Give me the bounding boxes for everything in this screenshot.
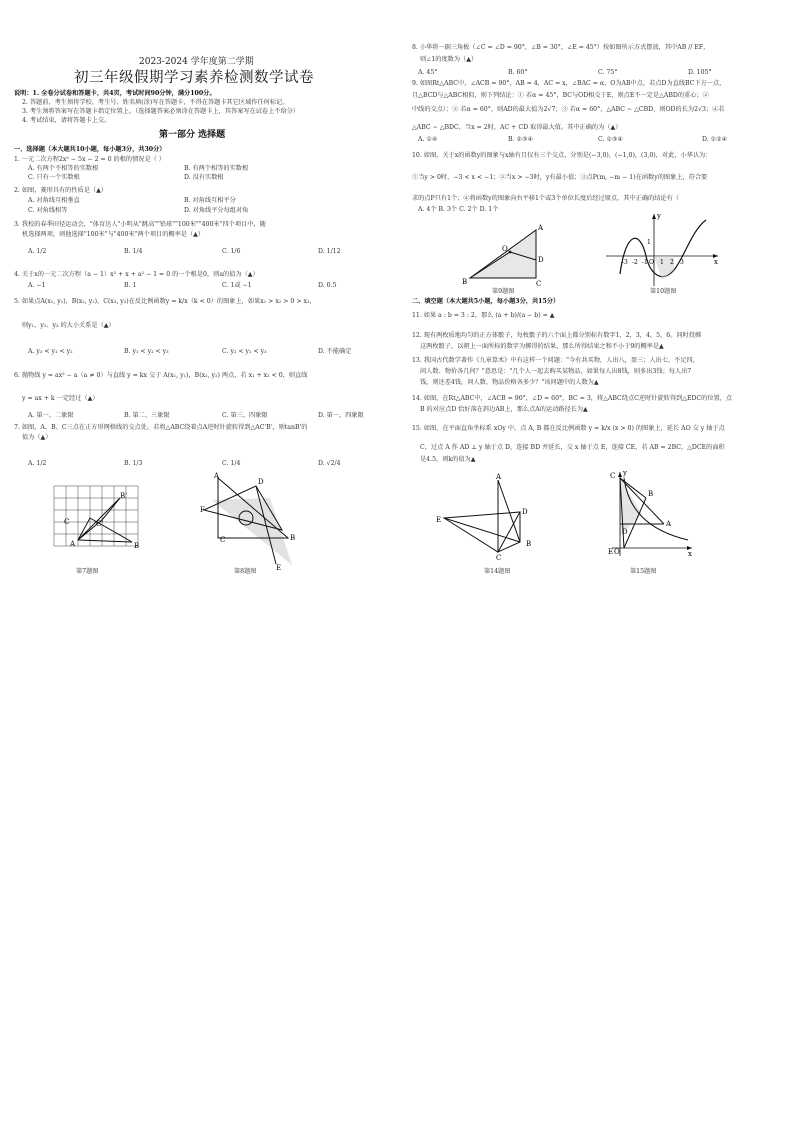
figure-15-coordinate-plane bbox=[606, 468, 696, 560]
q1-option-b: B. 有两个相等的实数根 bbox=[184, 165, 249, 172]
q11-text: 11. 如果 a : b = 3 : 2，那么 (a + b)/(a − b) = ▲ bbox=[412, 312, 555, 319]
fig15-caption: 第15题图 bbox=[630, 568, 657, 575]
q14-line-2: B 的对应点D 恰好落在斜边AB上，那么点A的运动路径长为▲ bbox=[420, 406, 588, 413]
q9-option-d: D. ①②④ bbox=[702, 136, 728, 143]
q2-stem: 2. 如图，菱形具有的性质是（▲） bbox=[14, 187, 108, 194]
q10-line-2: ①当y > 0时，−3 < x < −1；②当x > −3时，y有最小值；③点P(m, −m − 1)在函数y的图象上，符合要 bbox=[412, 174, 708, 181]
instruction-4: 4. 考试结束，请将答题卡上交。 bbox=[22, 117, 111, 124]
instruction-2: 2. 答题前，考生须将学校、考生号、姓名填(涂)写在答题卡，不得在答题卡其它区域作任何标记。 bbox=[22, 99, 289, 106]
fig8-caption: 第8题图 bbox=[234, 568, 257, 575]
fig15-label-y: y bbox=[623, 469, 627, 477]
fig8-label-d: D bbox=[258, 478, 264, 486]
q4-option-c: C. 1或 −1 bbox=[222, 282, 252, 289]
q6-option-a: A. 第一、二象限 bbox=[28, 412, 74, 419]
fig7-label-c-prime: C' bbox=[96, 520, 104, 528]
q7-option-a: A. 1/2 bbox=[28, 460, 47, 467]
q1-option-c: C. 只有一个实数根 bbox=[28, 174, 80, 181]
fig10-label-y: y bbox=[657, 212, 661, 220]
q9-option-b: B. ②③④ bbox=[508, 136, 534, 143]
fig10-caption: 第10题图 bbox=[650, 288, 677, 295]
fig10-tick-neg3: -3 bbox=[622, 259, 628, 266]
fig8-label-b: B bbox=[290, 534, 296, 542]
q3-option-c: C. 1/6 bbox=[222, 248, 241, 255]
fig9-label-a: A bbox=[538, 224, 544, 232]
fig15-label-d: D bbox=[622, 528, 628, 536]
q8-stem-2: 则∠1的度数为（▲） bbox=[420, 56, 478, 63]
q12-line-1: 12. 现有两枚质地均匀的正方体骰子，每枚骰子的六个面上都分别标有数字1，2，3，4，5，6。同时投掷 bbox=[412, 332, 702, 339]
fig14-caption: 第14题图 bbox=[484, 568, 511, 575]
figure-8-set-squares bbox=[200, 470, 310, 570]
q8-stem-1: 8. 小华将一副三角板（∠C = ∠D = 90°，∠B = 30°，∠E = 45°）按如图所示方式摆放，其中AB // EF， bbox=[412, 44, 710, 51]
fig7-label-b-prime: B' bbox=[120, 492, 128, 500]
part2-section: 二、填空题（本大题共5小题，每小题3分，共15分） bbox=[412, 298, 560, 305]
fig10-label-x: x bbox=[714, 258, 718, 266]
fig9-label-c: C bbox=[536, 280, 542, 288]
fig15-label-o: O bbox=[614, 548, 620, 556]
fig9-caption: 第9题图 bbox=[492, 288, 515, 295]
q13-line-3: 钱，则还差4钱，问人数、物品价格各多少？"该问题中的人数为▲ bbox=[420, 379, 599, 386]
fig7-label-a: A bbox=[70, 540, 76, 548]
q3-stem-2: 机选择两项，则他选择"100米"与"400米"两个项目的概率是（▲） bbox=[22, 231, 205, 238]
q13-line-2: 问人数、物价各几何？"意思是："几个人一起去购买某物品，如果每人出8钱，则多出3钱；每人出7 bbox=[420, 368, 692, 375]
q2-option-b: B. 对角线互相平分 bbox=[184, 197, 236, 204]
q5-option-c: C. y₂ < y₁ < y₃ bbox=[222, 348, 267, 355]
q9-line-1: 9. 如图Rt△ABC中，∠ACB = 90°，AB = 4，AC = x，∠BAC = α，O为AB中点，若点D为直线BC下方一点， bbox=[412, 80, 726, 87]
q10-line-3: 求的点P只有1个；④将函数y的图象向右平移1个或3个单位长度后经过原点，其中正确的结论有（ bbox=[412, 195, 679, 202]
q9-line-2: 且△BCD与△ABC相似，则下列结论：① 若α = 45°，BC与OD相交于E，则点E不一定是△ABD的重心；② bbox=[412, 92, 709, 99]
figure-7-grid bbox=[48, 480, 148, 560]
q10-line-4: A. 4个 B. 3个 C. 2个 D. 1个 bbox=[418, 206, 499, 213]
q7-option-d: D. √2/4 bbox=[318, 460, 341, 467]
fig9-label-o: O bbox=[502, 245, 508, 253]
fig14-label-b: B bbox=[526, 540, 532, 548]
figure-10-function-graph bbox=[602, 210, 722, 290]
fig15-label-x: x bbox=[688, 550, 692, 558]
fig15-label-b: B bbox=[648, 490, 654, 498]
q9-option-a: A. ①④ bbox=[418, 136, 438, 143]
fig10-tick-y1: 1 bbox=[647, 239, 651, 246]
instruction-1: 说明：1. 全卷分试卷和答题卡，共4页，考试时间90分钟，满分100分。 bbox=[14, 90, 216, 97]
part1-title: 第一部分 选择题 bbox=[159, 130, 226, 140]
q4-stem: 4. 关于x的一元二次方程（a − 1）x² + x + a² − 1 = 0 的一个根是0，则a的值为（▲） bbox=[14, 271, 259, 278]
q4-option-a: A. −1 bbox=[28, 282, 46, 289]
q9-line-4: △ABC ∼ △BDC，当x = 2时，AC + CD 取得最大值。其中正确的为（▲） bbox=[412, 124, 622, 131]
fig10-tick-1: 1 bbox=[660, 259, 664, 266]
q8-option-d: D. 105° bbox=[688, 69, 712, 76]
fig8-label-a: A bbox=[214, 472, 220, 480]
fig10-tick-neg1: -1 bbox=[642, 259, 648, 266]
q2-option-d: D. 对角线平分每组对角 bbox=[184, 207, 249, 214]
fig15-label-e: E bbox=[608, 548, 614, 556]
exam-title: 初三年级假期学习素养检测数学试卷 bbox=[74, 70, 314, 86]
q7-stem-1: 7. 如图，A、B、C三点在正方形网格线的交点处，若将△ABC绕着点A逆时针旋转得到△AC'B'，则tanB'的 bbox=[14, 424, 308, 431]
q1-option-a: A. 有两个不相等的实数根 bbox=[28, 165, 99, 172]
q10-line-1: 10. 如图，关于x的函数y的图象与x轴有且仅有三个交点，分别是(−3,0)，(−1,0)，(3,0)，对此，小华认为： bbox=[412, 152, 712, 159]
fig15-label-c: C bbox=[610, 472, 616, 480]
fig7-caption: 第7题图 bbox=[76, 568, 99, 575]
instruction-3: 3. 考生须将答案写在答题卡指定位置上。（选择题答案必须涂在答题卡上，其答案写在试卷上不给分） bbox=[22, 108, 300, 115]
fig8-label-e: E bbox=[276, 564, 282, 570]
q13-line-1: 13. 我国古代数学著作《九章算术》中有这样一个问题："今有共买物，人出八，盈三；人出七，不足四， bbox=[412, 357, 699, 364]
q8-option-c: C. 75° bbox=[598, 69, 618, 76]
q5-option-b: B. y₁ < y₂ < y₃ bbox=[124, 348, 169, 355]
q15-line-2: C，过点 A 作 AD ⊥ y 轴于点 D，连接 BD 并延长，交 x 轴于点 E，连接 CE，若 AB = 2BC，△DCE的面积 bbox=[420, 444, 725, 451]
q2-option-c: C. 对角线相等 bbox=[28, 207, 68, 214]
q2-option-a: A. 对角线互相垂直 bbox=[28, 197, 80, 204]
q7-option-b: B. 1/3 bbox=[124, 460, 143, 467]
q5-option-a: A. y₃ < y₁ < y₂ bbox=[28, 348, 73, 355]
q15-line-3: 是4.5，则k的值为▲ bbox=[420, 456, 476, 463]
q3-option-a: A. 1/2 bbox=[28, 248, 47, 255]
q4-option-b: B. 1 bbox=[124, 282, 137, 289]
q6-option-d: D. 第一、四象限 bbox=[318, 412, 364, 419]
fig9-label-b: B bbox=[462, 278, 468, 286]
fig10-origin: O bbox=[649, 259, 654, 266]
q5-option-d: D. 不能确定 bbox=[318, 348, 352, 355]
q15-line-1: 15. 如图，在平面直角坐标系 xOy 中，点 A, B 都在反比例函数 y = k/x (x > 0) 的图象上，延长 AO 交 y 轴于点 bbox=[412, 425, 725, 432]
q6-option-b: B. 第二、三象限 bbox=[124, 412, 170, 419]
q6-stem-1: 6. 抛物线 y = ax² − a（a ≠ 0）与直线 y = kx 交于 A(x₁, y₁)，B(x₂, y₂) 两点，若 x₁ + x₂ < 0，则直线 bbox=[14, 372, 308, 379]
fig14-label-e: E bbox=[436, 516, 442, 524]
q7-option-c: C. 1/4 bbox=[222, 460, 241, 467]
q1-option-d: D. 没有实数根 bbox=[184, 174, 224, 181]
q8-option-a: A. 45° bbox=[418, 69, 438, 76]
q7-stem-2: 值为（▲） bbox=[22, 434, 52, 441]
q12-line-2: 这两枚骰子，以朝上一面所标的数字为掷得的结果，那么所得结果之和不小于9的概率是▲ bbox=[420, 343, 664, 350]
fig14-label-c: C bbox=[496, 554, 502, 560]
figure-9-triangle bbox=[462, 220, 552, 290]
q4-option-d: D. 0.5 bbox=[318, 282, 337, 289]
fig8-label-f: F bbox=[200, 506, 205, 514]
fig7-label-c: C bbox=[64, 518, 70, 526]
fig10-tick-3: 3 bbox=[680, 259, 684, 266]
figure-14-rotation bbox=[436, 470, 556, 560]
q6-option-c: C. 第三、四象限 bbox=[222, 412, 268, 419]
fig9-label-d: D bbox=[538, 256, 544, 264]
q8-option-b: B. 60° bbox=[508, 69, 528, 76]
fig7-label-b: B bbox=[134, 542, 140, 550]
fig14-label-a: A bbox=[496, 473, 502, 481]
fig10-tick-2: 2 bbox=[670, 259, 674, 266]
fig10-tick-neg2: -2 bbox=[632, 259, 638, 266]
q9-line-3: 中线的交点）；② 若α = 60°，则AD的最大值为2√7；③ 若α = 60°，△ABC ∼ △CBD，则OD的长为2√3；④若 bbox=[412, 106, 725, 113]
q3-option-b: B. 1/4 bbox=[124, 248, 143, 255]
q1-stem: 1. 一元二次方程2x² − 5x − 2 = 0 的根的情况是（ ） bbox=[14, 156, 165, 163]
q3-option-d: D. 1/12 bbox=[318, 248, 341, 255]
q9-option-c: C. ①③④ bbox=[598, 136, 624, 143]
exam-year: 2023-2024 学年度第二学期 bbox=[139, 57, 254, 67]
q3-stem-1: 3. 我校的春季田径运动会，"体育达人"小明从"跳高""铅球""100米""400米"四个项目中，随 bbox=[14, 221, 266, 228]
fig14-label-d: D bbox=[522, 508, 528, 516]
part1-section: 一、选择题（本大题共10小题，每小题3分，共30分） bbox=[14, 146, 166, 153]
fig8-label-c: C bbox=[220, 536, 226, 544]
fig15-label-a: A bbox=[666, 520, 672, 528]
q14-line-1: 14. 如图，在Rt△ABC中，∠ACB = 90°，∠D = 60°，BC = 3，将△ABC绕点C逆时针旋转得到△EDC的位置，点 bbox=[412, 395, 733, 402]
q5-stem-1: 5. 如果点A(x₁, y₁)，B(x₂, y₂)，C(x₃, y₃)在反比例函数y = k/x（k < 0）的图象上，如果x₁ > x₂ > 0 > x₃， bbox=[14, 298, 316, 305]
q6-stem-2: y = ax + k 一定经过（▲） bbox=[22, 395, 99, 402]
q5-stem-2: 则y₁、y₂、y₃ 的大小关系是（▲） bbox=[22, 322, 115, 329]
